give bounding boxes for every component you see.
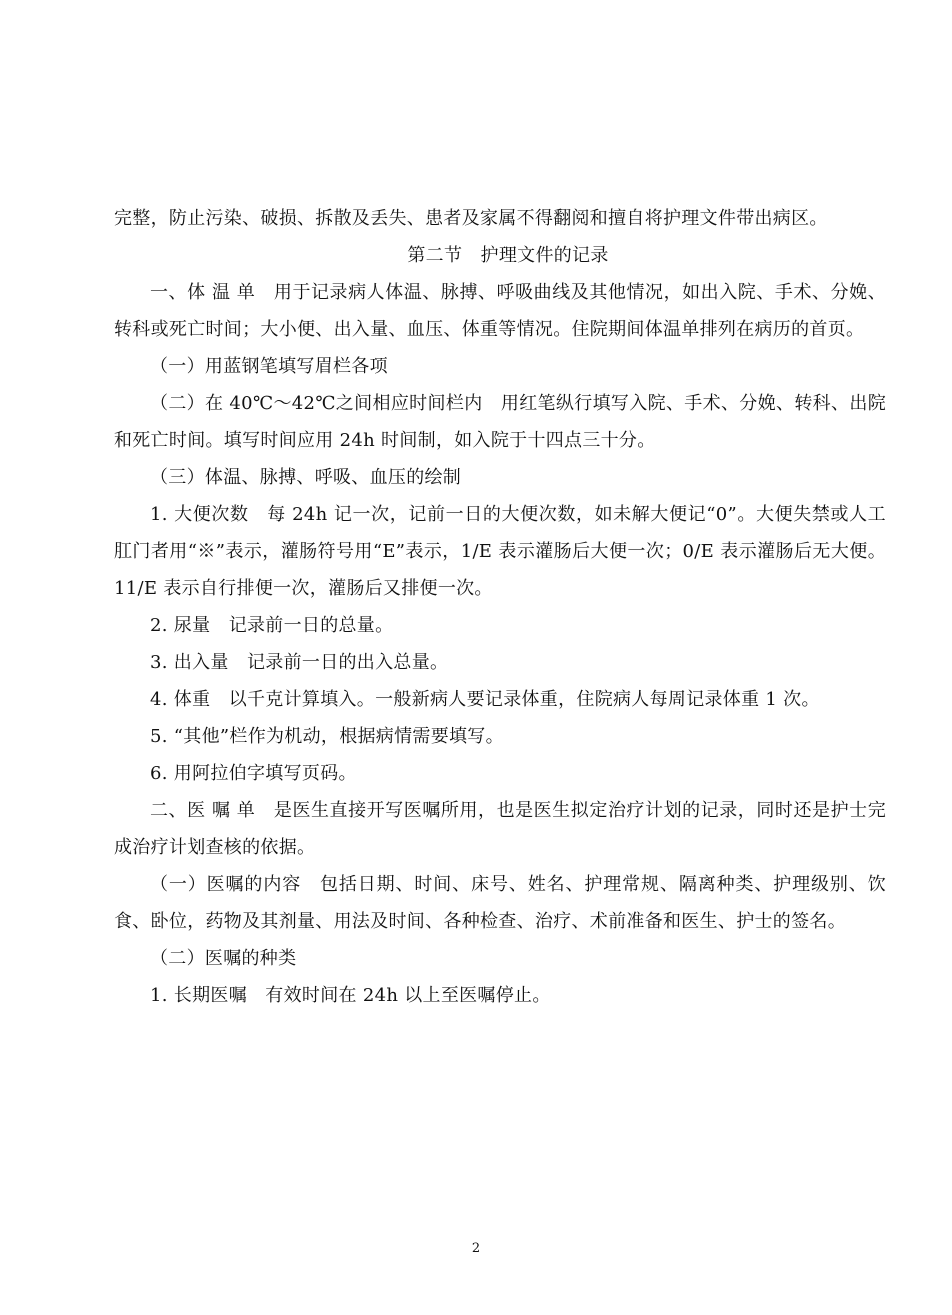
paragraph-continuation: 完整，防止污染、破损、拆散及丢失、患者及家属不得翻阅和擅自将护理文件带出病区。	[114, 208, 828, 229]
paragraph-item-2: （二）在 40℃～42℃之间相应时间栏内 用红笔纵行填写入院、手术、分娩、转科、出院和死亡时间。填写时间应用 24h 时间制，如入院于十四点三十分。	[114, 393, 886, 451]
paragraph-other-column: 5. “其他”栏作为机动，根据病情需要填写。	[150, 726, 504, 747]
paragraph-order-contents: （一）医嘱的内容 包括日期、时间、床号、姓名、护理常规、隔离种类、护理级别、饮食、卧位，药物及其剂量、用法及时间、各种检查、治疗、术前准备和医生、护士的签名。	[114, 874, 886, 932]
paragraph-item-3: （三）体温、脉搏、呼吸、血压的绘制	[150, 467, 462, 488]
paragraph-long-term-orders: 1. 长期医嘱 有效时间在 24h 以上至医嘱停止。	[150, 985, 551, 1006]
paragraph-order-types: （二）医嘱的种类	[150, 948, 297, 969]
paragraph-bowel-count: 1. 大便次数 每 24h 记一次，记前一日的大便次数，如未解大便记“0”。大便失禁或人工肛门者用“※”表示，灌肠符号用“E”表示，1/E 表示灌肠后大便一次；0/E 表示灌肠后无大便。11/E 表示自行排便一次，灌肠后又排便一次。	[114, 504, 886, 599]
paragraph-doctor-orders: 二、医 嘱 单 是医生直接开写医嘱所用，也是医生拟定治疗计划的记录，同时还是护士完成治疗计划查核的依据。	[114, 800, 886, 858]
body-text	[114, 200, 886, 1014]
paragraph-page-number-rule: 6. 用阿拉伯字填写页码。	[150, 763, 357, 784]
paragraph-item-1: （一）用蓝钢笔填写眉栏各项	[150, 356, 388, 377]
paragraph-temperature-chart: 一、体 温 单 用于记录病人体温、脉搏、呼吸曲线及其他情况，如出入院、手术、分娩、转科或死亡时间；大小便、出入量、血压、体重等情况。住院期间体温单排列在病历的首页。	[114, 282, 886, 340]
paragraph-urine-volume: 2. 尿量 记录前一日的总量。	[150, 615, 394, 636]
paragraph-intake-output: 3. 出入量 记录前一日的出入总量。	[150, 652, 449, 673]
page-number: 2	[471, 1241, 481, 1256]
paragraph-body-weight: 4. 体重 以千克计算填入。一般新病人要记录体重，住院病人每周记录体重 1 次。	[150, 689, 820, 710]
section-title: 第二节 护理文件的记录	[407, 245, 609, 266]
